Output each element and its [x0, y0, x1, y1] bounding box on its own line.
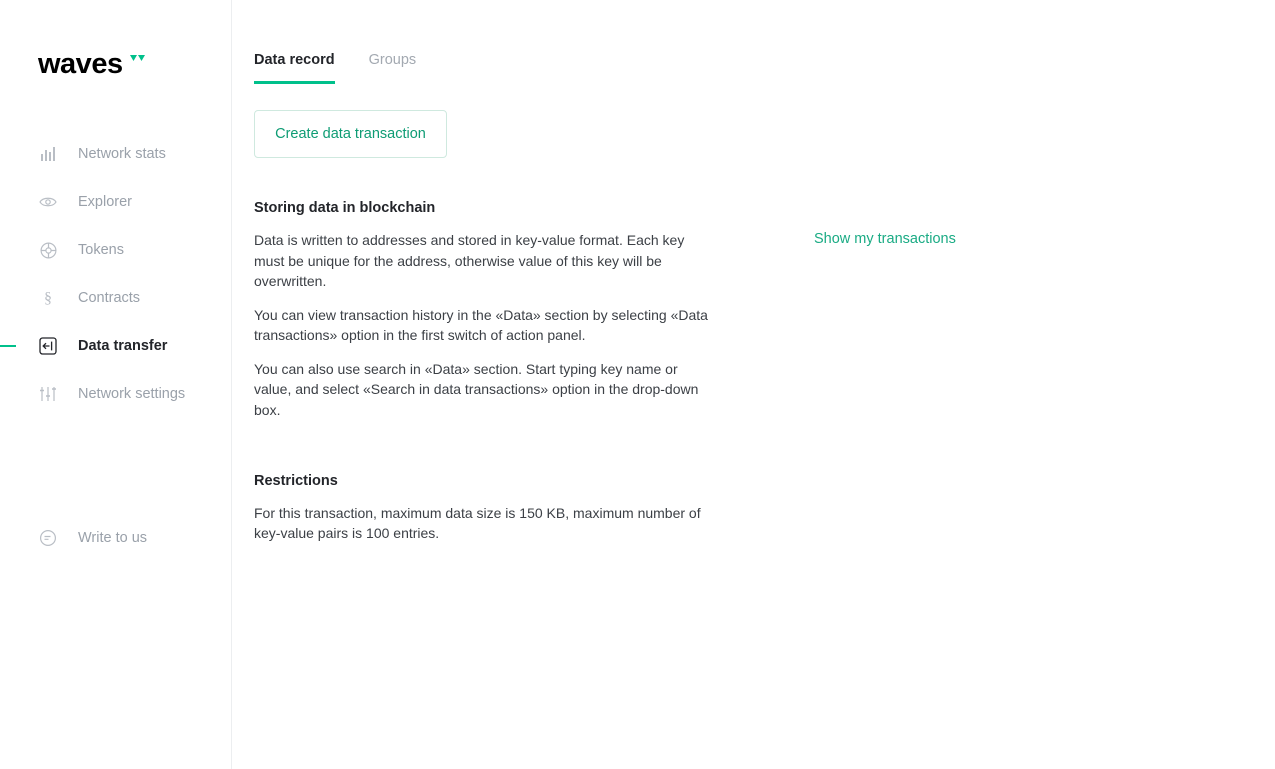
logo-text: waves	[38, 48, 123, 80]
info-panel	[254, 200, 714, 557]
sidebar-item-write-to-us[interactable]	[0, 514, 232, 562]
create-data-transaction-button[interactable]: Create data transaction	[254, 110, 447, 158]
section-sign-icon	[38, 288, 58, 308]
waves-logo[interactable]	[38, 50, 146, 79]
sidebar-item-label: Write to us	[78, 530, 148, 546]
storing-data-paragraph-3: You can also use search in «Data» section. Start typing key name or value, and select «Search in data transactions» option in the drop-down box.	[254, 360, 699, 419]
tab-bar	[254, 52, 416, 84]
nav-spacer	[0, 466, 232, 514]
active-indicator	[0, 345, 16, 347]
sidebar-nav	[0, 130, 232, 562]
sidebar-item-label: Data transfer	[78, 338, 168, 354]
sidebar-item-explorer[interactable]	[0, 178, 232, 226]
sidebar-item-network-stats[interactable]	[0, 130, 232, 178]
show-my-transactions-link[interactable]: Show my transactions	[814, 231, 956, 247]
data-transfer-icon	[38, 336, 58, 356]
main-content	[232, 0, 1275, 769]
storing-data-paragraph-1: Data is written to addresses and stored in key-value format. Each key must be unique for the address, otherwise value of this key will be overwritten.	[254, 232, 685, 290]
storing-data-title: Storing data in blockchain	[254, 200, 436, 216]
tab-groups[interactable]: Groups	[368, 52, 417, 68]
sidebar-item-tokens[interactable]	[0, 226, 232, 274]
sidebar-item-label: Contracts	[78, 290, 141, 306]
sidebar-item-contracts[interactable]	[0, 274, 232, 322]
sidebar-item-data-transfer[interactable]	[0, 322, 232, 370]
sliders-icon	[38, 384, 58, 404]
sidebar	[0, 0, 232, 769]
coin-icon	[38, 240, 58, 260]
sidebar-item-network-settings[interactable]	[0, 370, 232, 418]
bar-chart-icon	[38, 144, 58, 164]
sidebar-item-label: Tokens	[78, 242, 124, 258]
sidebar-item-label: Explorer	[78, 194, 132, 210]
sidebar-item-label: Network stats	[78, 146, 166, 162]
restrictions-paragraph: For this transaction, maximum data size is 150 KB, maximum number of key-value pairs is 100 entries.	[254, 504, 701, 542]
restrictions-title: Restrictions	[254, 472, 338, 489]
eye-icon	[38, 192, 58, 212]
sidebar-item-label: Network settings	[78, 386, 186, 402]
storing-data-paragraph-2: You can view transaction history in the «Data» section by selecting «Data transactions» option in the first switch of action panel.	[254, 306, 708, 344]
svg-text:§: §	[44, 290, 52, 307]
tab-data-record[interactable]: Data record	[254, 52, 335, 84]
nav-spacer	[0, 418, 232, 466]
chat-icon	[38, 528, 58, 548]
waves-mark-icon	[130, 53, 146, 68]
